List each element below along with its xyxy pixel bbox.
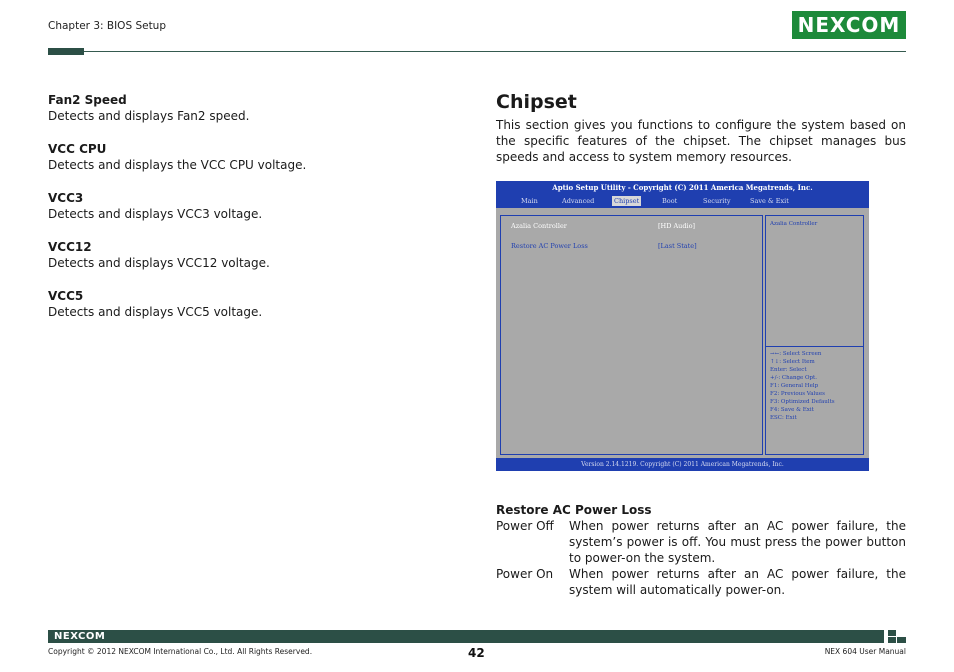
item-heading: VCC5 — [48, 289, 84, 303]
logo-text: NEXCOM — [797, 13, 901, 37]
item-fan2-speed — [48, 92, 428, 124]
bios-key-item: F2: Previous Values — [770, 391, 825, 397]
page-number: 42 — [468, 646, 485, 660]
bios-options-panel — [500, 215, 763, 455]
bios-menu-boot[interactable]: Boot — [662, 197, 678, 205]
chipset-section — [496, 90, 906, 165]
bios-help-panel — [765, 215, 864, 455]
section-title: Chipset — [496, 91, 577, 113]
bios-title: Aptio Setup Utility - Copyright (C) 2011 America Megatrends, Inc. — [496, 181, 869, 194]
bios-key-item: ESC: Exit — [770, 415, 797, 421]
bios-key-item: ↑↓: Select Item — [770, 359, 815, 365]
bios-footer: Version 2.14.1219. Copyright (C) 2011 American Megatrends, Inc. — [496, 458, 869, 471]
restore-term: Power On — [496, 567, 554, 581]
footer-square-icon — [897, 637, 906, 643]
restore-desc: When power returns after an AC power failure, the system’s power is off. You must press the power button to power-on the system. — [569, 519, 906, 565]
restore-term: Power Off — [496, 519, 554, 533]
item-vcc3 — [48, 190, 428, 222]
restore-ac-section — [496, 502, 906, 598]
bios-help-divider — [766, 346, 863, 347]
header-rule-block — [48, 48, 84, 55]
item-desc: Detects and displays VCC3 voltage. — [48, 207, 263, 221]
item-desc: Detects and displays VCC5 voltage. — [48, 305, 263, 319]
item-desc: Detects and displays Fan2 speed. — [48, 109, 250, 123]
item-heading: Fan2 Speed — [48, 93, 127, 107]
item-desc: Detects and displays VCC12 voltage. — [48, 256, 270, 270]
item-vcc-cpu — [48, 141, 428, 173]
item-vcc5 — [48, 288, 428, 320]
bios-help-title: Azalia Controller — [770, 221, 818, 227]
item-heading: VCC3 — [48, 191, 84, 205]
bios-option-label[interactable]: Restore AC Power Loss — [511, 242, 588, 250]
bios-menu-advanced[interactable]: Advanced — [562, 197, 595, 205]
bios-menu-security[interactable]: Security — [703, 197, 731, 205]
bios-option-label[interactable]: Azalia Controller — [511, 222, 567, 230]
footer-logo: NEXCOM — [54, 631, 106, 642]
footer-square-icon — [888, 637, 896, 643]
nexcom-logo — [792, 11, 906, 39]
bios-key-legend — [770, 350, 835, 422]
left-column — [48, 92, 428, 337]
restore-row-power-off — [496, 518, 906, 566]
item-desc: Detects and displays the VCC CPU voltage. — [48, 158, 307, 172]
footer-square-icon — [888, 630, 896, 636]
section-intro: This section gives you functions to configure the system based on the specific features of the chipset. The chipset manages bus speeds and access to system memory resources. — [496, 118, 906, 164]
bios-key-item: +/-: Change Opt. — [770, 375, 818, 381]
bios-option-value[interactable]: [HD Audio] — [658, 222, 696, 230]
copyright-text: Copyright © 2012 NEXCOM International Co., Ltd. All Rights Reserved. — [48, 647, 313, 656]
bios-menu-chipset[interactable]: Chipset — [614, 197, 640, 205]
manual-name: NEX 604 User Manual — [824, 647, 906, 656]
bios-key-item: →←: Select Screen — [770, 351, 822, 357]
bios-menu-main[interactable]: Main — [521, 197, 538, 205]
item-heading: VCC CPU — [48, 142, 107, 156]
header-rule — [48, 51, 906, 52]
bios-key-item: F1: General Help — [770, 383, 819, 389]
restore-row-power-on — [496, 566, 906, 598]
footer-bar — [48, 630, 884, 643]
bios-menu-save-exit[interactable]: Save & Exit — [750, 197, 789, 205]
chapter-title: Chapter 3: BIOS Setup — [48, 20, 167, 32]
bios-key-item: Enter: Select — [770, 367, 807, 373]
restore-desc: When power returns after an AC power failure, the system will automatically power-on. — [569, 567, 906, 597]
restore-heading: Restore AC Power Loss — [496, 503, 652, 517]
bios-key-item: F4: Save & Exit — [770, 407, 814, 413]
bios-option-value[interactable]: [Last State] — [658, 242, 697, 250]
bios-screenshot — [496, 181, 869, 471]
bios-key-item: F3: Optimized Defaults — [770, 399, 835, 405]
item-vcc12 — [48, 239, 428, 271]
item-heading: VCC12 — [48, 240, 92, 254]
bios-menubar — [496, 194, 869, 208]
